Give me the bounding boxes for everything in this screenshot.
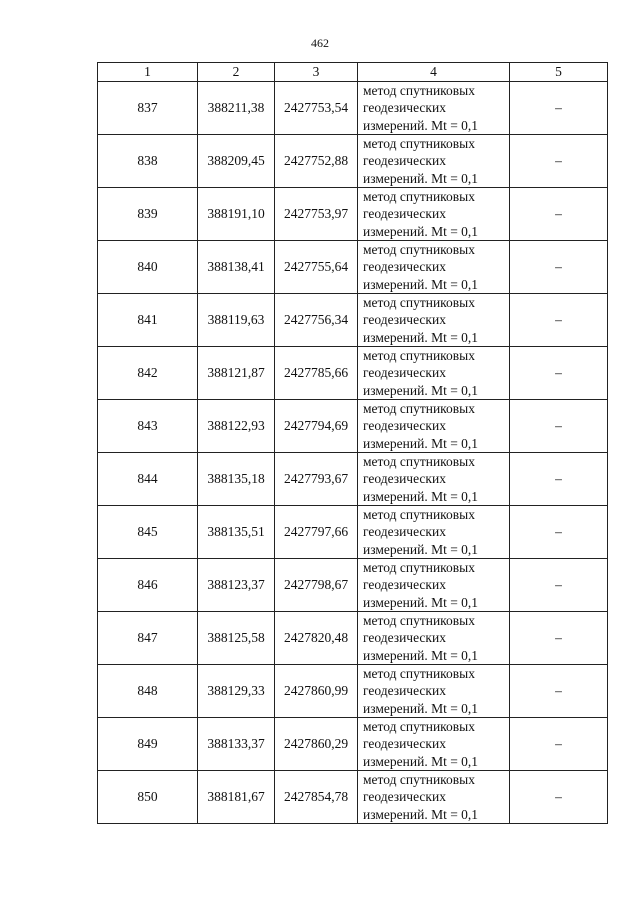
method-text-line: измерений. Mt = 0,1 (363, 329, 479, 345)
method-cell (358, 241, 510, 294)
table-row (98, 241, 608, 294)
method-cell (358, 453, 510, 506)
y-coordinate-cell: 2427854,78 (275, 771, 358, 824)
point-number-cell: 845 (98, 506, 198, 559)
point-number-cell: 849 (98, 718, 198, 771)
method-cell (358, 135, 510, 188)
table-row (98, 718, 608, 771)
method-text-line: измерений. Mt = 0,1 (363, 382, 479, 398)
note-cell: – (510, 665, 608, 718)
x-coordinate-cell: 388125,58 (198, 612, 275, 665)
point-number-cell: 842 (98, 347, 198, 400)
method-cell (358, 82, 510, 135)
point-number-cell: 848 (98, 665, 198, 718)
method-text-line: измерений. Mt = 0,1 (363, 806, 479, 822)
table-row (98, 506, 608, 559)
method-cell (358, 559, 510, 612)
y-coordinate-cell: 2427756,34 (275, 294, 358, 347)
method-text-line: метод спутниковых (363, 136, 475, 152)
note-cell: – (510, 559, 608, 612)
point-number-cell: 838 (98, 135, 198, 188)
table-row (98, 453, 608, 506)
x-coordinate-cell: 388133,37 (198, 718, 275, 771)
method-text-line: геодезических (363, 736, 446, 752)
method-cell (358, 718, 510, 771)
header-col-3: 3 (275, 63, 358, 82)
table-row (98, 294, 608, 347)
method-text-line: измерений. Mt = 0,1 (363, 435, 479, 451)
x-coordinate-cell: 388138,41 (198, 241, 275, 294)
note-cell: – (510, 506, 608, 559)
note-cell: – (510, 347, 608, 400)
y-coordinate-cell: 2427794,69 (275, 400, 358, 453)
method-cell (358, 400, 510, 453)
method-text-line: метод спутниковых (363, 507, 475, 523)
method-text-line: геодезических (363, 100, 446, 116)
y-coordinate-cell: 2427798,67 (275, 559, 358, 612)
header-col-4: 4 (358, 63, 510, 82)
x-coordinate-cell: 388181,67 (198, 771, 275, 824)
method-text-line: геодезических (363, 577, 446, 593)
method-text-line: метод спутниковых (363, 719, 475, 735)
method-text-line: измерений. Mt = 0,1 (363, 223, 479, 239)
method-text-line: геодезических (363, 630, 446, 646)
method-text-line: метод спутниковых (363, 560, 475, 576)
point-number-cell: 847 (98, 612, 198, 665)
table-row (98, 665, 608, 718)
table-row (98, 82, 608, 135)
x-coordinate-cell: 388119,63 (198, 294, 275, 347)
point-number-cell: 840 (98, 241, 198, 294)
method-text-line: геодезических (363, 312, 446, 328)
x-coordinate-cell: 388209,45 (198, 135, 275, 188)
method-text-line: метод спутниковых (363, 401, 475, 417)
point-number-cell: 841 (98, 294, 198, 347)
method-cell (358, 188, 510, 241)
y-coordinate-cell: 2427785,66 (275, 347, 358, 400)
note-cell: – (510, 771, 608, 824)
method-text-line: геодезических (363, 471, 446, 487)
point-number-cell: 850 (98, 771, 198, 824)
y-coordinate-cell: 2427797,66 (275, 506, 358, 559)
table-row (98, 347, 608, 400)
y-coordinate-cell: 2427860,29 (275, 718, 358, 771)
method-cell (358, 665, 510, 718)
method-text-line: метод спутниковых (363, 83, 475, 99)
note-cell: – (510, 453, 608, 506)
note-cell: – (510, 241, 608, 294)
table-row (98, 188, 608, 241)
table-row (98, 135, 608, 188)
method-text-line: измерений. Mt = 0,1 (363, 276, 479, 292)
x-coordinate-cell: 388191,10 (198, 188, 275, 241)
point-number-cell: 846 (98, 559, 198, 612)
method-cell (358, 294, 510, 347)
method-text-line: измерений. Mt = 0,1 (363, 117, 479, 133)
coordinates-table (97, 62, 608, 824)
method-cell (358, 506, 510, 559)
method-cell (358, 612, 510, 665)
x-coordinate-cell: 388122,93 (198, 400, 275, 453)
method-text-line: метод спутниковых (363, 295, 475, 311)
x-coordinate-cell: 388129,33 (198, 665, 275, 718)
method-text-line: измерений. Mt = 0,1 (363, 647, 479, 663)
header-col-5: 5 (510, 63, 608, 82)
method-text-line: геодезических (363, 153, 446, 169)
y-coordinate-cell: 2427793,67 (275, 453, 358, 506)
table-row (98, 559, 608, 612)
method-text-line: геодезических (363, 418, 446, 434)
x-coordinate-cell: 388211,38 (198, 82, 275, 135)
method-cell (358, 347, 510, 400)
method-text-line: измерений. Mt = 0,1 (363, 170, 479, 186)
method-text-line: метод спутниковых (363, 242, 475, 258)
y-coordinate-cell: 2427753,97 (275, 188, 358, 241)
method-text-line: метод спутниковых (363, 613, 475, 629)
table-body (98, 82, 608, 824)
note-cell: – (510, 400, 608, 453)
method-text-line: измерений. Mt = 0,1 (363, 541, 479, 557)
table-header-row (98, 63, 608, 82)
point-number-cell: 837 (98, 82, 198, 135)
x-coordinate-cell: 388135,51 (198, 506, 275, 559)
method-text-line: метод спутниковых (363, 772, 475, 788)
y-coordinate-cell: 2427753,54 (275, 82, 358, 135)
method-text-line: геодезических (363, 524, 446, 540)
method-text-line: геодезических (363, 683, 446, 699)
note-cell: – (510, 718, 608, 771)
method-text-line: геодезических (363, 259, 446, 275)
method-text-line: измерений. Mt = 0,1 (363, 594, 479, 610)
method-text-line: метод спутниковых (363, 454, 475, 470)
method-text-line: геодезических (363, 789, 446, 805)
point-number-cell: 839 (98, 188, 198, 241)
header-col-2: 2 (198, 63, 275, 82)
method-text-line: геодезических (363, 206, 446, 222)
note-cell: – (510, 294, 608, 347)
page-number: 462 (311, 36, 329, 50)
method-cell (358, 771, 510, 824)
method-text-line: метод спутниковых (363, 189, 475, 205)
method-text-line: измерений. Mt = 0,1 (363, 753, 479, 769)
note-cell: – (510, 612, 608, 665)
method-text-line: геодезических (363, 365, 446, 381)
y-coordinate-cell: 2427820,48 (275, 612, 358, 665)
table-row (98, 612, 608, 665)
point-number-cell: 844 (98, 453, 198, 506)
y-coordinate-cell: 2427752,88 (275, 135, 358, 188)
x-coordinate-cell: 388135,18 (198, 453, 275, 506)
y-coordinate-cell: 2427755,64 (275, 241, 358, 294)
header-col-1: 1 (98, 63, 198, 82)
x-coordinate-cell: 388121,87 (198, 347, 275, 400)
x-coordinate-cell: 388123,37 (198, 559, 275, 612)
point-number-cell: 843 (98, 400, 198, 453)
table-row (98, 400, 608, 453)
note-cell: – (510, 135, 608, 188)
note-cell: – (510, 82, 608, 135)
method-text-line: метод спутниковых (363, 666, 475, 682)
y-coordinate-cell: 2427860,99 (275, 665, 358, 718)
note-cell: – (510, 188, 608, 241)
method-text-line: метод спутниковых (363, 348, 475, 364)
method-text-line: измерений. Mt = 0,1 (363, 488, 479, 504)
table-row (98, 771, 608, 824)
method-text-line: измерений. Mt = 0,1 (363, 700, 479, 716)
